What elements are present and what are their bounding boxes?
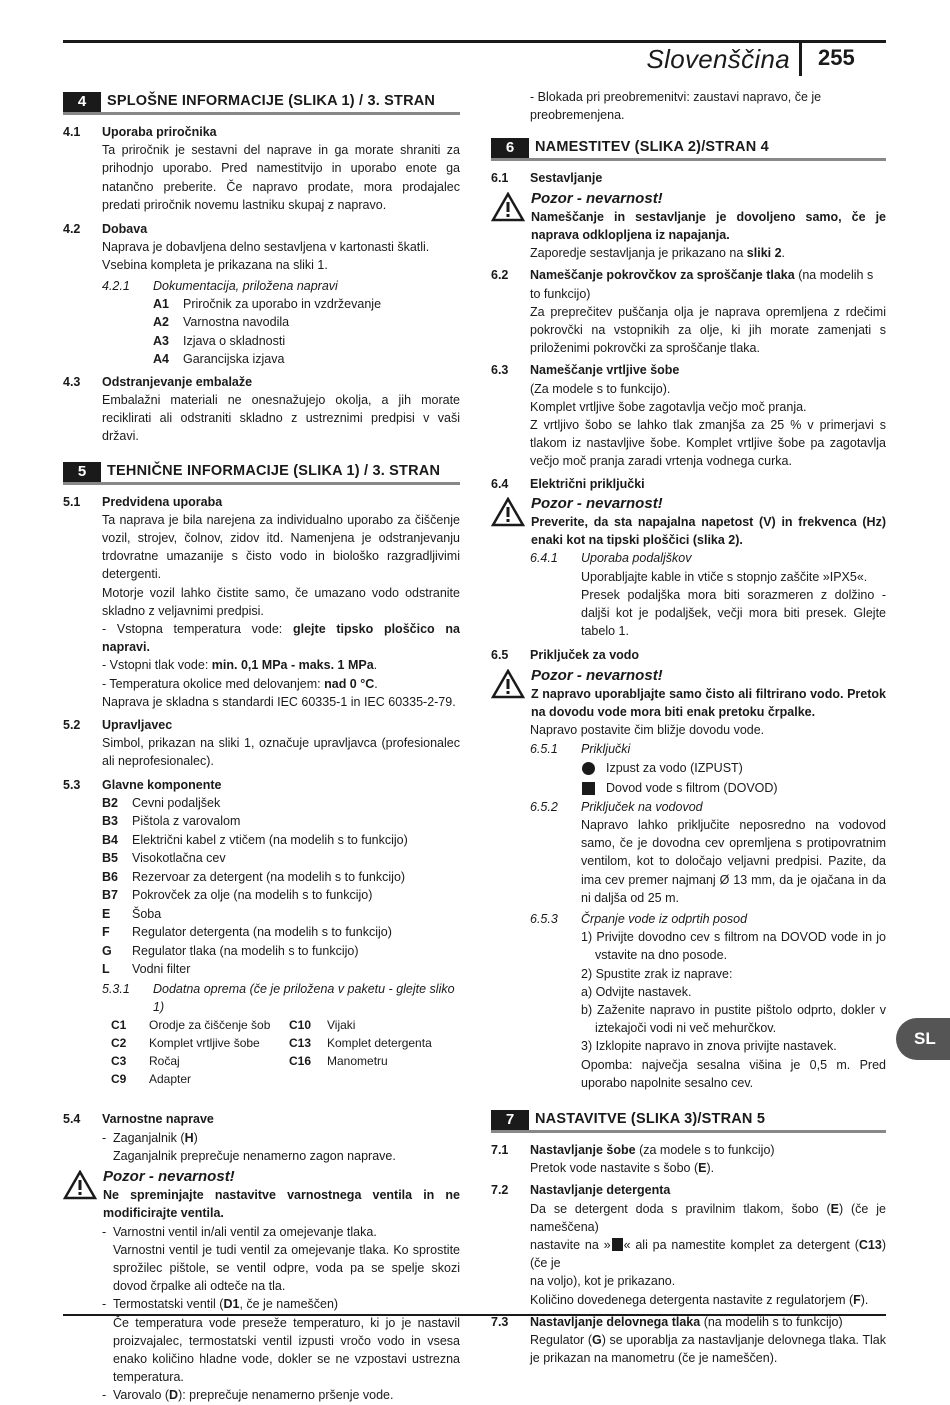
paragraph: Naprava je dobavljena delno sestavljena v kartonasti škatli. xyxy=(102,240,430,255)
warning-title: Pozor - nevarnost! xyxy=(103,1167,235,1185)
warning-triangle-icon xyxy=(63,1170,97,1200)
paragraph: Ta priročnik je sestavni del naprave in ga morate shraniti za prihodnjo uporabo. Pred namestitvijo in uporabo enote ga natančno preberite. Če napravo prodate, mora prodajalec predati priročnik novemu lastniku skupaj z napravo. xyxy=(102,143,460,212)
subsubsection-6-5-2: 6.5.2 Priključek na vodovod xyxy=(530,799,703,814)
accessory-grid: C1 Orodje za čiščenje šob C10 Vijaki C2 Komplet vrtljive šobe C13 Komplet detergenta C3 Ročaj C16 Manometru C9 Adapter xyxy=(111,1018,432,1087)
header-separator xyxy=(799,42,802,76)
step: 3) Izklopite napravo in znova privijte nastavek. xyxy=(581,1039,837,1054)
list-item: - Blokada pri preobremenitvi: zaustavi napravo, če je preobremenjena. xyxy=(530,90,822,123)
subsection-7-1: 7.1 Nastavljanje šobe (za modele s to funkcijo) xyxy=(491,1142,775,1157)
list-item: G Regulator tlaka (na modelih s to funkcijo) xyxy=(102,943,359,958)
list-item: A3 Izjava o skladnosti xyxy=(153,333,286,348)
warning-box: Pozor - nevarnost! Nameščanje in sestavljanje je dovoljeno samo, če je naprava odklopljena iz napajanja. xyxy=(491,190,886,245)
paragraph: Zaganjalnik preprečuje nenamerno zagon naprave. xyxy=(113,1148,396,1163)
circle-icon xyxy=(582,762,595,775)
subsection-6-4: 6.4 Električni priključki xyxy=(491,476,645,491)
header-rule xyxy=(63,40,886,43)
step: 2) Spustite zrak iz naprave: xyxy=(581,966,733,981)
section-title: TEHNIČNE INFORMACIJE (SLIKA 1) / 3. STRAN xyxy=(107,462,441,479)
section-title: SPLOŠNE INFORMACIJE (SLIKA 1) / 3. STRAN xyxy=(107,93,436,109)
spec-line: - Temperatura okolice med delovanjem: nad 0 °C. xyxy=(102,676,378,691)
paragraph: Če temperatura vode preseže temperaturo, ki jo je nastavil proizvajalec, termostatski ventil izpusti vročo vodo in vsesa enako količino hladne vode, dokler se ne vzpostavi ustrezna temperatura. xyxy=(113,1315,460,1385)
warning-triangle-icon xyxy=(491,669,525,699)
warning-box: Pozor - nevarnost! Ne spreminjajte nastavitve varnostnega ventila in ne modificirajte ventila. xyxy=(63,1168,460,1223)
right-column: - Blokada pri preobremenitvi: zaustavi napravo, če je preobremenjena. 6 NAMESTITEV (SLIKA 2)/STRAN 4 6.1 Sestavljanje Pozor - nevarnost! Nameščanje in sestavljanje je dovoljeno samo, če je naprava odklopljena iz napajanja. Zaporedje sestavljanja je prikazano na sliki 2. 6.2 Nameščanje pokrovčkov za sproščanje tlaka (na modelih s to funkcijo) Za preprečitev puščanja olja je naprava opremljena z rdečimi pokrovčki na vstopnikih za olje, ki jih morate zamenjati s priloženimi pokrovčki za sproščanje tlaka. 6.3 Nameščanje vrtljive šobe (Za modele s to funkcijo). Komplet vrtljive šobe zagotavlja večjo moč pranja. Z vrtljivo šobo se lahko tlak zmanjša za 25 % v primerjavi s tlakom iz nastavljive šobe. Komplet vrtljive šobe pa zagotavlja večjo moč pranja zaradi vrtenja vodnega curka. 6.4 Električni priključki Pozor - nevarnost! Preverite, da sta napajalna napetost (V) in frekvenca (Hz) enaki kot na tipski ploščici (slika 2). 6.4.1 Uporaba podaljškov Uporabljajte kable in vtiče s stopnjo zaščite »IPX5«. Presek podaljška mora biti sorazmeren z dolžino - daljši kot je podaljšek, večji mora biti presek. Glejte tabelo 1. 6.5 Priključek za vodo Pozor - nevarnost! Z napravo uporabljajte samo čisto ali filtrirano vodo. Pretok na dovodu vode mora biti enak pretoku črpalke. Napravo postavite čim bližje dovodu vode. 6.5.1 Priključki Izpust za vodo (IZPUST) Dovod vode s filtrom (DOVOD) 6.5.2 Priključek na vodovod Napravo lahko priključite neposredno na vodovod samo, če je dovodna cev opremljena s protipovratnim ventilom, kot to določajo veljavni predpisi. Pazite, da ima cev premer najmanj Ø 13 mm, da je ojačana in da ni daljša od 25 m. 6.5.3 Črpanje vode iz odprtih posod 1) Privijte dovodno cev s filtrom na DOVOD vode in jo vstavite na dno posode. 2) Spustite zrak iz naprave: a) Odvijte nastavek. b) Zaženite napravo in pustite pištolo odprto, dokler v iztekajoči vodi ni več mehurčkov. 3) Izklopite napravo in znova privijte nastavek. Opomba: največja sesalna višina je 0,5 m. Pred uporabo napolnite sesalno cev. 7 NASTAVITVE (SLIKA 3)/STRAN 5 7.1 Nastavljanje šobe (za modele s to funkcijo) Pretok vode nastavite s šobo (E). 7.2 Nastavljanje detergenta Da se detergent doda s pravilnim tlakom, šobo (E) (če je nameščena) nastavite na » « ali pa namestite komplet za detergent (C13) (če je na voljo), kot je prikazano. Količino dovedenega detergenta nastavite z regulatorjem (F). 7.3 Nastavljanje delovnega tlaka (na modelih s to funkcijo) Regulator (G) se uporablja za nastavljanje delovnega tlaka. Tlak je prikazan na manometru (če je nameščen). xyxy=(491,90,886,1366)
list-item: F Regulator detergenta (na modelih s to funkcijo) xyxy=(102,925,392,940)
language-tab: SL xyxy=(896,1018,950,1060)
subsection-6-5: 6.5 Priključek za vodo xyxy=(491,648,640,663)
subsection-6-2: 6.2 Nameščanje pokrovčkov za sproščanje tlaka (na modelih s to funkcijo) xyxy=(491,268,874,301)
subsection-5-3: 5.3 Glavne komponente xyxy=(63,777,222,792)
subsection-5-4: 5.4 Varnostne naprave xyxy=(63,1112,214,1127)
warning-triangle-icon xyxy=(491,497,525,527)
list-item: B4 Električni kabel z vtičem (na modelih s to funkcijo) xyxy=(102,832,408,847)
step: b) Zaženite napravo in pustite pištolo odprto, dokler v iztekajoči vodi ni več mehurčkov. xyxy=(581,1002,886,1036)
paragraph: Zaporedje sestavljanja je prikazano na sliki 2. xyxy=(530,246,786,261)
list-item: - Varnostni ventil in/ali ventil za omejevanje tlaka. xyxy=(102,1224,377,1239)
section-number: 4 xyxy=(63,92,101,112)
paragraph: Ta naprava je bila narejena za individualno uporabo za čiščenje vozil, strojev, čolnov, zidov itd. Namenjena je odstranjevanju trdovratne umazanije s čisto vodo in biološko razgradljivimi detergenti. xyxy=(102,512,460,582)
subsection-5-2: 5.2 Upravljavec xyxy=(63,718,173,733)
list-item: A4 Garancijska izjava xyxy=(153,352,285,367)
list-item: A2 Varnostna navodila xyxy=(153,315,290,330)
subsection-5-1: 5.1 Predvidena uporaba xyxy=(63,494,223,509)
subsection-6-1: 6.1 Sestavljanje xyxy=(491,171,603,186)
list-item: E Šoba xyxy=(102,906,162,921)
subsection-4-2: 4.2 Dobava xyxy=(63,222,148,237)
subsubsection-5-3-1: 5.3.1 Dodatna oprema (če je priložena v paketu - glejte sliko 1) xyxy=(102,981,455,1015)
list-item: Izpust za vodo (IZPUST) xyxy=(491,758,886,778)
square-icon xyxy=(582,782,595,795)
subsubsection-6-4-1: 6.4.1 Uporaba podaljškov xyxy=(530,551,692,566)
step: a) Odvijte nastavek. xyxy=(581,984,692,999)
list-item: B7 Pokrovček za olje (na modelih s to funkcijo) xyxy=(102,888,373,903)
paragraph: Za preprečitev puščanja olja je naprava opremljena z rdečimi pokrovčki na vstopnikih za olje, ki jih morate zamenjati s priloženimi pokrovčki za sproščanje tlaka. xyxy=(530,304,886,356)
list-item: L Vodni filter xyxy=(102,962,191,977)
paragraph: Vsebina kompleta je prikazana na sliki 1. xyxy=(102,258,328,273)
spec-line: - Vstopni tlak vode: min. 0,1 MPa - maks. 1 MPa. xyxy=(102,658,378,673)
list-item: B2 Cevni podaljšek xyxy=(102,795,221,810)
section-4-heading xyxy=(63,88,460,115)
list-item: - Zaganjalnik (H) xyxy=(102,1130,198,1145)
detergent-nozzle-icon xyxy=(612,1238,623,1251)
section-5-heading xyxy=(63,458,460,485)
subsection-4-1: 4.1 Uporaba priročnika xyxy=(63,125,217,139)
spec-line: - Vstopna temperatura vode: glejte tipsko ploščico na napravi. xyxy=(102,622,460,655)
subsection-7-3: 7.3 Nastavljanje delovnega tlaka (na modelih s to funkcijo) xyxy=(491,1314,843,1329)
list-item: - Varovalo (D): preprečuje nenamerno pršenje vode. xyxy=(102,1388,394,1403)
paragraph: Naprava je skladna s standardi IEC 60335-1 in IEC 60335-2-79. xyxy=(102,694,456,709)
paragraph: Embalažni materiali ne onesnažujejo okolja, a jih morate reciklirati ali odstraniti skladno z ustreznimi predpisi v vaši državi. xyxy=(102,393,460,444)
subsection-4-3: 4.3 Odstranjevanje embalaže xyxy=(63,374,253,389)
warning-box: Pozor - nevarnost! Preverite, da sta napajalna napetost (V) in frekvenca (Hz) enaki kot na tipski ploščici (slika 2). xyxy=(491,495,886,550)
section-6-heading: 6 NAMESTITEV (SLIKA 2)/STRAN 4 xyxy=(491,134,886,161)
list-item: - Termostatski ventil (D1, če je nameščen) xyxy=(102,1297,339,1312)
subsubsection-6-5-3: 6.5.3 Črpanje vode iz odprtih posod xyxy=(530,911,748,926)
left-column xyxy=(63,88,460,1405)
page-number: 255 xyxy=(818,45,855,70)
section-number: 5 xyxy=(63,462,101,482)
list-item: B5 Visokotlačna cev xyxy=(102,851,226,866)
subsection-6-3: 6.3 Nameščanje vrtljive šobe xyxy=(491,363,680,378)
step: 1) Privijte dovodno cev s filtrom na DOVOD vode in jo vstavite na dno posode. xyxy=(581,930,886,963)
header-language: Slovenščina xyxy=(646,44,790,74)
section-7-heading: 7 NASTAVITVE (SLIKA 3)/STRAN 5 xyxy=(491,1106,886,1133)
list-item: Dovod vode s filtrom (DOVOD) xyxy=(491,778,886,798)
note: Opomba: največja sesalna višina je 0,5 m. Pred uporabo napolnite sesalno cev. xyxy=(581,1057,886,1090)
list-item: A1 Priročnik za uporabo in vzdrževanje xyxy=(153,296,382,311)
warning-triangle-icon xyxy=(491,192,525,222)
subsubsection-6-5-1: 6.5.1 Priključki xyxy=(530,741,631,756)
paragraph: Motorje vozil lahko čistite samo, če umazano vodo odstranite skladno z veljavnimi predpisi. xyxy=(102,585,460,618)
list-item: B6 Rezervoar za detergent (na modelih s to funkcijo) xyxy=(102,869,406,884)
subsubsection-4-2-1: 4.2.1 Dokumentacija, priložena napravi xyxy=(102,278,338,293)
list-item: B3 Pištola z varovalom xyxy=(102,814,241,829)
subsection-7-2: 7.2 Nastavljanje detergenta xyxy=(491,1183,671,1198)
paragraph: Varnostni ventil je tudi ventil za omejevanje tlaka. Ko sprostite sprožilec pištole, se ventil odpre, voda pa se spelje skozi dovod črpalke ali odteče na tla. xyxy=(113,1242,460,1294)
warning-box: Pozor - nevarnost! Z napravo uporabljajte samo čisto ali filtrirano vodo. Pretok na dovodu vode mora biti enak pretoku črpalke. xyxy=(491,667,886,722)
paragraph: Simbol, prikazan na sliki 1, označuje upravljavca (profesionalec ali neprofesionalec). xyxy=(102,736,460,769)
